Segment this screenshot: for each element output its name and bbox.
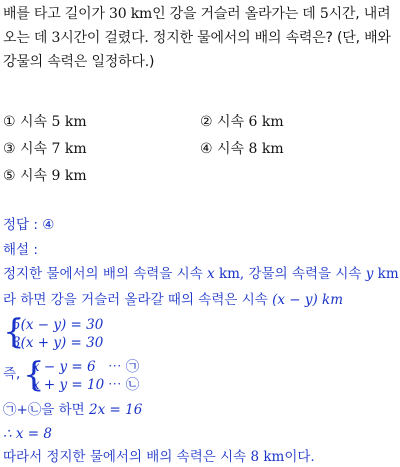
option-prefix: 시속	[20, 114, 48, 130]
option-prefix: 시속	[217, 141, 245, 157]
option-prefix: 시속	[217, 114, 245, 130]
text-part: ㉠+㉡을 하면	[3, 402, 90, 418]
explanation-line-1	[3, 264, 399, 284]
text-part: 이다.	[284, 449, 315, 465]
explanation-label: 해설 :	[3, 242, 38, 258]
explanation-line-2	[3, 290, 343, 310]
option-number: ③	[3, 141, 16, 157]
system2-eq1-tag: ⋯ ㉠	[108, 359, 140, 375]
option-prefix: 시속	[20, 141, 48, 157]
question-part: 시간이 걸렸다. 정지한 물에서의 배의 속력은? (단, 배와 강물의 속력은 일정하다.)	[3, 30, 391, 70]
text-part: 라 하면 강을 거슬러 올라갈 때의 속력은 시속	[3, 292, 273, 308]
system2-eq2-tag: ⋯ ㉡	[108, 377, 140, 393]
explanation-line-6: ∴ x = 8	[3, 426, 52, 442]
math-expression: (x − y) km	[272, 292, 344, 308]
system2-eq2: x + y = 10	[32, 377, 105, 393]
var-x: x	[207, 266, 215, 282]
option-value: 7 km	[51, 141, 87, 157]
option-number: ①	[3, 114, 16, 130]
option-number: ②	[200, 114, 213, 130]
question-text	[3, 2, 397, 74]
text-part: 정지한 물에서의 배의 속력을 시속	[3, 266, 208, 282]
option-value: 6 km	[248, 114, 284, 130]
option-1[interactable]	[3, 112, 87, 132]
system2-prefix: 즉,	[3, 366, 21, 382]
answer-line	[3, 215, 54, 235]
system1-eq1: 5(x − y) = 30	[12, 317, 104, 333]
option-value: 9 km	[51, 168, 87, 184]
question-down-hours: 3	[51, 30, 61, 46]
final-value: 8 km	[250, 449, 285, 465]
option-number: ④	[200, 141, 213, 157]
option-4[interactable]	[200, 139, 284, 159]
brace-icon: {	[23, 355, 45, 395]
answer-label: 정답 :	[3, 217, 43, 233]
unit: km	[373, 266, 399, 282]
option-number: ⑤	[3, 168, 16, 184]
math-expression: 2x = 16	[89, 402, 143, 418]
text-part: 따라서 정지한 물에서의 배의 속력은 시속	[3, 449, 251, 465]
option-3[interactable]	[3, 139, 87, 159]
brace-icon: {	[3, 312, 25, 352]
var-y: y	[365, 266, 374, 282]
option-value: 8 km	[248, 141, 284, 157]
explanation-line-7	[3, 447, 315, 467]
question-up-hours: 5	[319, 6, 329, 22]
text-part: km, 강물의 속력을 시속	[214, 266, 366, 282]
option-prefix: 시속	[20, 168, 48, 184]
option-5[interactable]	[3, 166, 87, 186]
option-value: 5 km	[51, 114, 87, 130]
explanation-line-5	[3, 400, 142, 420]
question-part: 시간, 내려오는 데	[3, 6, 391, 46]
system2-eq1: x − y = 6	[32, 359, 96, 375]
question-part: 인 강을 거슬러 올라가는 데	[152, 6, 320, 22]
question-part: 배를 타고 길이가	[3, 6, 110, 22]
question-distance: 30 km	[109, 6, 153, 22]
answer-value: ④	[42, 217, 55, 233]
option-2[interactable]	[200, 112, 284, 132]
system1-eq2: 3(x + y) = 30	[12, 335, 104, 351]
